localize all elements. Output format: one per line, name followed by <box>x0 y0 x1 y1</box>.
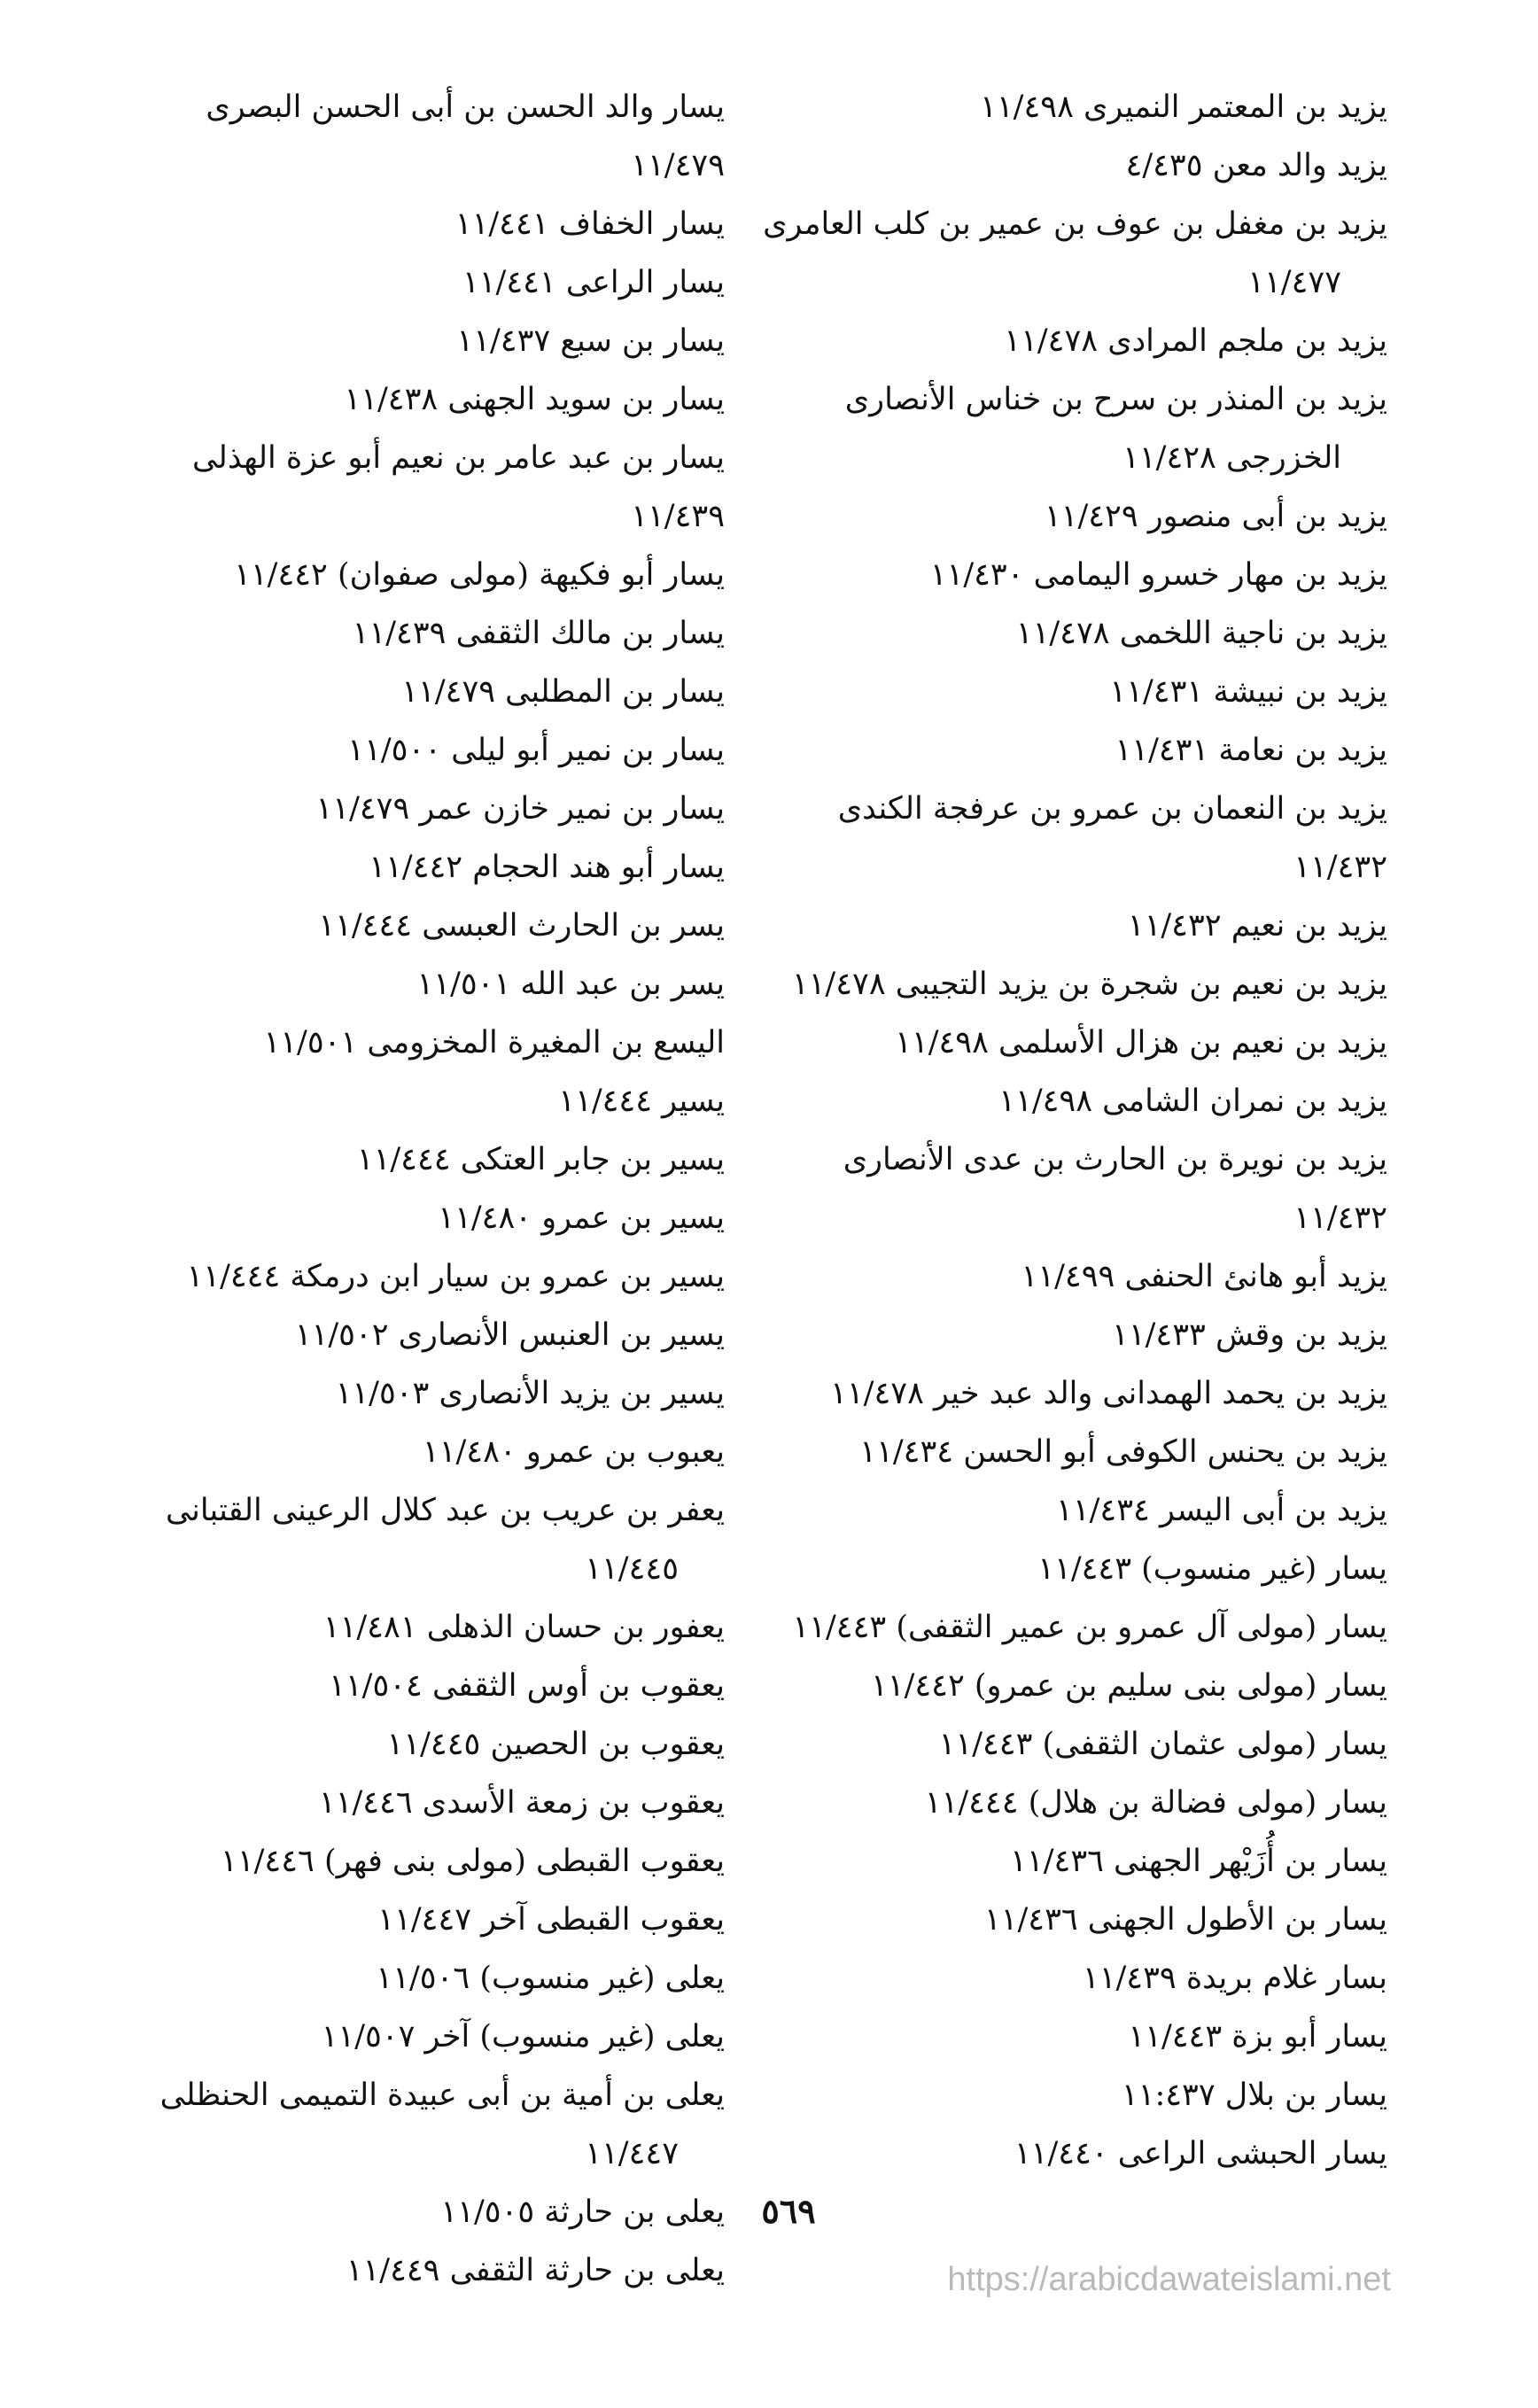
index-entry: يزيد بن نعيم بن هزال الأسلمى ١١/٤٩٨ <box>895 1025 1387 1060</box>
index-entry: يزيد والد معن ٤/٤٣٥ <box>1125 148 1387 183</box>
index-entry: يسار أبو هند الحجام ١١/٤٤٢ <box>369 850 725 885</box>
index-entry: يزيد بن أبى اليسر ١١/٤٣٤ <box>1056 1493 1387 1528</box>
index-entry: يزيد بن نويرة بن الحارث بن عدى الأنصارى ١١/٤٣٢ <box>843 1142 1387 1236</box>
index-entry: يزيد بن نعامة ١١/٤٣١ <box>1115 733 1387 768</box>
index-entry: يسر بن الحارث العبسى ١١/٤٤٤ <box>318 908 725 944</box>
index-entry: يعلى بن حارثة ١١/٥٠٥ <box>440 2194 725 2230</box>
index-entry: يسار أبو بزة ١١/٤٤٣ <box>1128 2019 1387 2055</box>
index-entry: يعلى بن أمية بن أبى عبيدة التميمى الحنظلى ١١/٤٤٧ <box>159 2078 725 2171</box>
index-entry: يعقوب بن أوس الثقفى ١١/٥٠٤ <box>329 1668 725 1704</box>
index-column-left <box>105 78 725 2300</box>
index-entry: يزيد بن المنذر بن سرح بن خناس الأنصارى الخزرجى ١١/٤٢٨ <box>844 382 1387 476</box>
index-entry: يسير بن العنبس الأنصارى ١١/٥٠٢ <box>294 1317 725 1353</box>
index-entry: يسار (مولى بنى سليم بن عمرو) ١١/٤٤٢ <box>870 1668 1387 1704</box>
index-entry: يزيد بن مغفل بن عوف بن عمير بن كلب العامرى ١١/٤٧٧ <box>763 206 1387 300</box>
index-entry: يعلى (غير منسوب) ١١/٥٠٦ <box>376 1961 725 1996</box>
index-entry: يعقوب القبطى (مولى بنى فهر) ١١/٤٤٦ <box>221 1844 725 1879</box>
index-entry: يسر بن عبد الله ١١/٥٠١ <box>416 967 725 1002</box>
index-entry: بسار غلام بريدة ١١/٤٣٩ <box>1082 1961 1387 1996</box>
index-entry: يسار (مولى آل عمرو بن عمير الثقفى) ١١/٤٤٣ <box>792 1610 1387 1645</box>
index-entry: يسار بن نمير خازن عمر ١١/٤٧٩ <box>315 791 725 827</box>
index-entry: يعقوب بن زمعة الأسدى ١١/٤٤٦ <box>318 1785 725 1821</box>
index-entry: يسار الحبشى الراعى ١١/٤٤٠ <box>1014 2136 1387 2171</box>
index-entry: يسار بن مالك الثقفى ١١/٤٣٩ <box>352 616 725 651</box>
index-entry: يسار بن عبد عامر بن نعيم أبو عزة الهذلى ١١/٤٣٩ <box>191 440 725 534</box>
page-number: ٥٦٩ <box>761 2191 816 2231</box>
index-entry: يعفور بن حسان الذهلى ١١/٤٨١ <box>322 1610 725 1645</box>
index-entry: يعقوب القبطى آخر ١١/٤٤٧ <box>377 1902 725 1938</box>
index-entry: يعبوب بن عمرو ١١/٤٨٠ <box>422 1434 725 1470</box>
index-entry: يسير ١١/٤٤٤ <box>558 1084 725 1119</box>
index-entry: يسار بن نمير أبو ليلى ١١/٥٠٠ <box>347 733 725 768</box>
index-entry: يسار بن المطلبى ١١/٤٧٩ <box>401 674 725 710</box>
index-entry: يزيد بن مهار خسرو اليمامى ١١/٤٣٠ <box>929 557 1387 593</box>
index-entry: يسار (غير منسوب) ١١/٤٤٣ <box>1037 1551 1387 1587</box>
index-entry: يعلى بن حارثة الثقفى ١١/٤٤٩ <box>346 2253 725 2288</box>
index-entry: يسار (مولى عثمان الثقفى) ١١/٤٤٣ <box>938 1727 1387 1762</box>
index-entry: يسار والد الحسن بن أبى الحسن البصرى ١١/٤٧٩ <box>206 89 725 183</box>
index-entry: يعقوب بن الحصين ١١/٤٤٥ <box>386 1727 725 1762</box>
index-entry: يسير بن عمرو بن سيار ابن درمكة ١١/٤٤٤ <box>186 1259 725 1294</box>
index-entry: يسير بن يزيد الأنصارى ١١/٥٠٣ <box>335 1376 725 1411</box>
index-entry: يعلى (غير منسوب) آخر ١١/٥٠٧ <box>321 2019 725 2055</box>
index-entry: يسير بن جابر العتكى ١١/٤٤٤ <box>356 1142 725 1177</box>
index-entry: يزيد بن نمران الشامى ١١/٤٩٨ <box>998 1084 1387 1119</box>
index-entry: يسار (مولى فضالة بن هلال) ١١/٤٤٤ <box>924 1785 1387 1821</box>
index-entry: يزيد بن نبيشة ١١/٤٣١ <box>1109 674 1387 710</box>
index-entry: يسير بن عمرو ١١/٤٨٠ <box>438 1200 725 1236</box>
index-entry: يسار أبو فكيهة (مولى صفوان) ١١/٤٤٢ <box>234 557 725 593</box>
index-entry: يزيد بن ملجم المرادى ١١/٤٧٨ <box>1004 323 1387 359</box>
index-entry: يزيد بن يحنس الكوفى أبو الحسن ١١/٤٣٤ <box>859 1434 1387 1470</box>
index-entry: يزيد بن نعيم بن شجرة بن يزيد التجيبى ١١/٤٧٨ <box>791 967 1387 1002</box>
index-entry: يزيد بن وقش ١١/٤٣٣ <box>1112 1317 1387 1353</box>
index-entry: يعفر بن عريب بن عبد كلال الرعينى القتبانى ١١/٤٤٥ <box>165 1493 725 1587</box>
index-entry: يزيد بن ناجية اللخمى ١١/٤٧٨ <box>1015 616 1387 651</box>
index-entry: يزيد أبو هانئ الحنفى ١١/٤٩٩ <box>1021 1259 1387 1294</box>
index-entry: يسار بن أُزَيْهر الجهنى ١١/٤٣٦ <box>1010 1844 1387 1879</box>
index-entry: يسار الراعى ١١/٤٤١ <box>462 265 725 300</box>
index-entry: يسار بن سويد الجهنى ١١/٤٣٨ <box>344 382 725 417</box>
watermark-url: https://arabicdawateislami.net <box>947 2261 1391 2298</box>
index-entry: يسار بن سبع ١١/٤٣٧ <box>456 323 725 359</box>
index-entry: يسار بن الأطول الجهنى ١١/٤٣٦ <box>983 1902 1387 1938</box>
index-entry: يزيد بن يحمد الهمدانى والد عبد خير ١١/٤٧٨ <box>830 1376 1387 1411</box>
index-column-right <box>753 78 1387 2183</box>
index-entry: يزيد بن أبى منصور ١١/٤٢٩ <box>1044 499 1387 534</box>
index-entry: يسار الخفاف ١١/٤٤١ <box>454 206 725 242</box>
index-entry: يزيد بن المعتمر النميرى ١١/٤٩٨ <box>980 89 1387 125</box>
index-entry: يزيد بن نعيم ١١/٤٣٢ <box>1127 908 1387 944</box>
index-entry: يسار بن بلال ١١:٤٣٧ <box>1121 2078 1387 2113</box>
index-entry: يزيد بن النعمان بن عمرو بن عرفجة الكندى ١١/٤٣٢ <box>837 791 1387 885</box>
index-entry: اليسع بن المغيرة المخزومى ١١/٥٠١ <box>263 1025 725 1060</box>
